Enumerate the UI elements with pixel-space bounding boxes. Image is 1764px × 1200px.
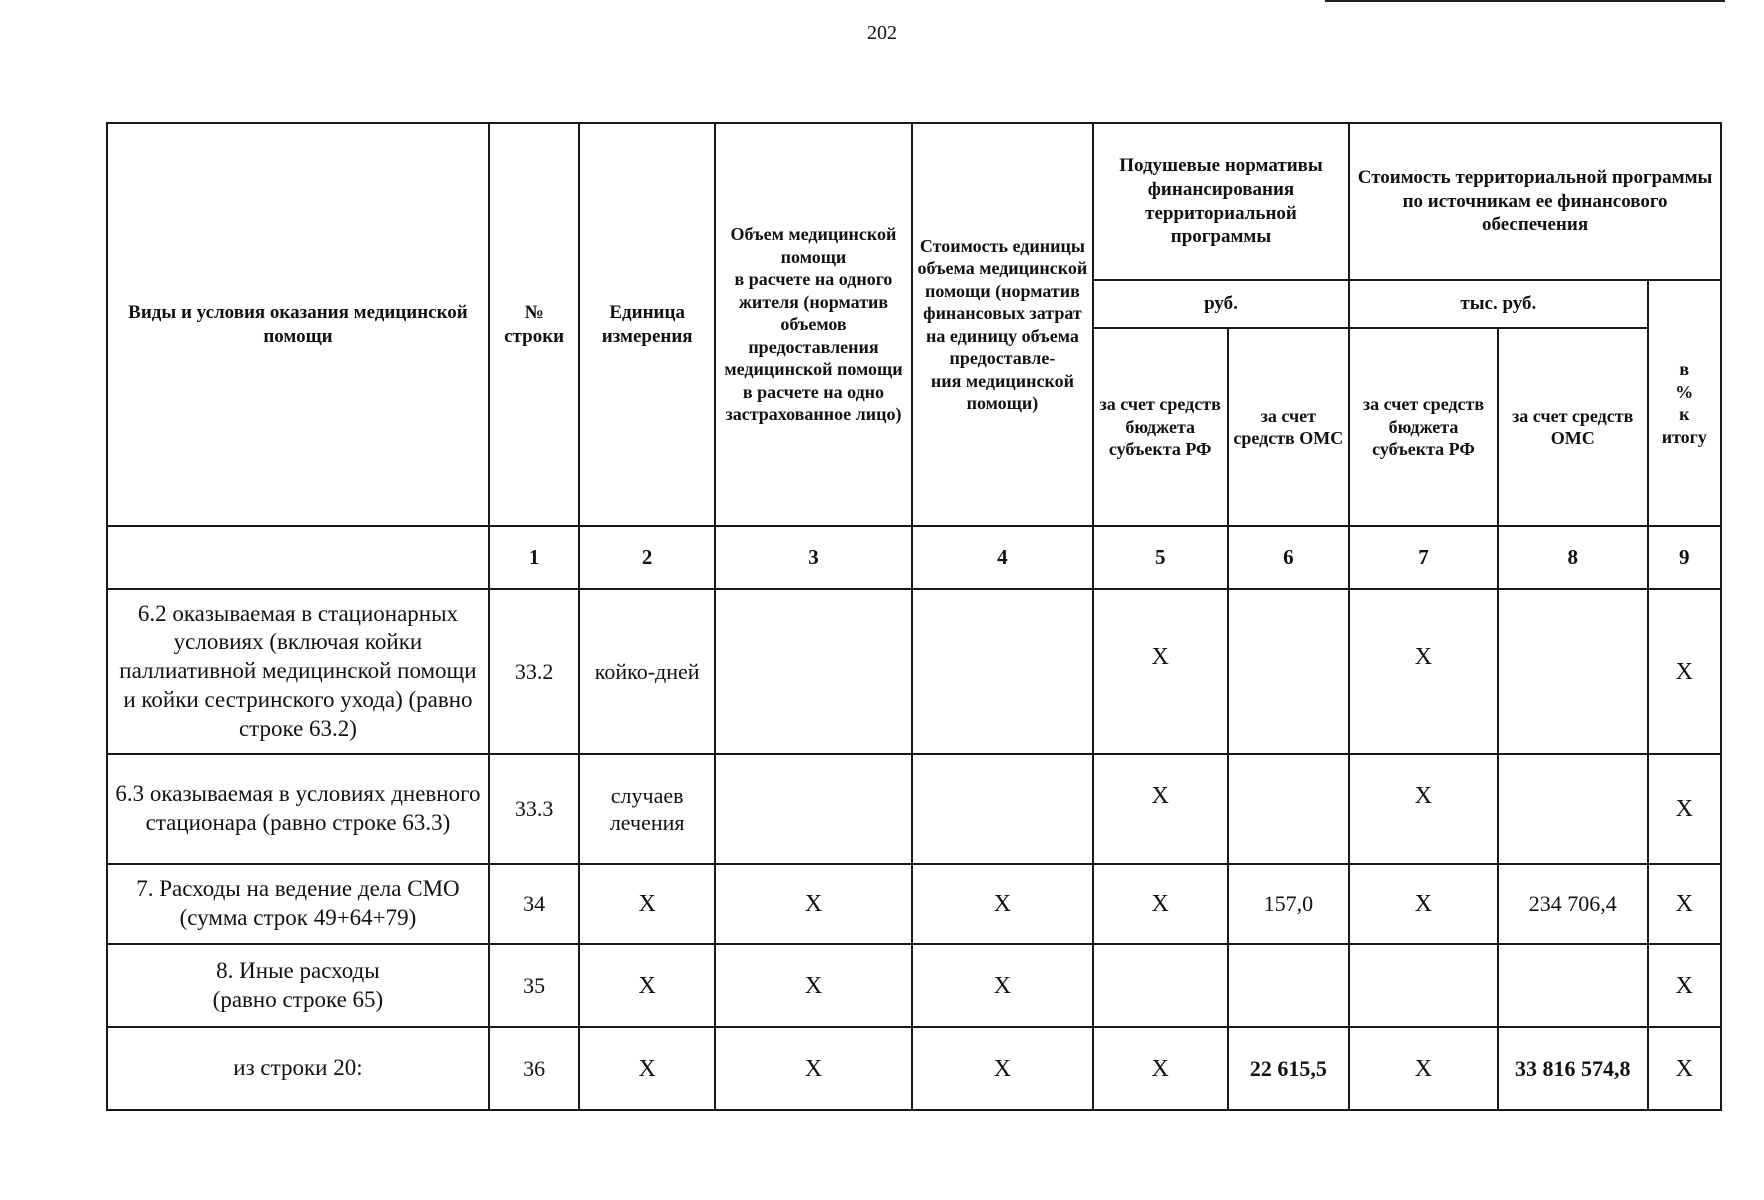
row-unit: Х	[579, 864, 715, 944]
cell-col4: Х	[912, 1027, 1093, 1110]
row-number: 35	[489, 944, 579, 1027]
table-row	[107, 864, 1721, 944]
cell-col5	[1093, 944, 1228, 1027]
column-number: 5	[1093, 526, 1228, 589]
cell-col9: Х	[1648, 1027, 1721, 1110]
column-numbers-row	[107, 526, 1721, 589]
header-budget-rub: за счет средств бюджета субъекта РФ	[1093, 328, 1228, 526]
column-number: 9	[1648, 526, 1721, 589]
row-unit: Х	[579, 944, 715, 1027]
cell-col4: Х	[912, 864, 1093, 944]
cell-col9: Х	[1648, 754, 1721, 864]
cell-col5: Х	[1093, 754, 1228, 864]
column-number: 6	[1228, 526, 1350, 589]
row-name: 7. Расходы на ведение дела СМО (сумма строк 49+64+79)	[107, 864, 489, 944]
cell-col7: Х	[1349, 589, 1498, 754]
header-kind: Виды и условия оказания медицинской помощи	[107, 123, 489, 526]
cell-col8	[1498, 589, 1648, 754]
cell-col6: 157,0	[1228, 864, 1350, 944]
cell-col3: Х	[715, 944, 912, 1027]
cell-col7	[1349, 944, 1498, 1027]
header-row-no: № строки	[489, 123, 579, 526]
row-name: 6.2 оказываемая в стационарных условиях (включая койки паллиативной медицинской помощи и койки сестринского ухода) (равно строке 63.2)	[107, 589, 489, 754]
header-volume: Объем медицинской помощи в расчете на одного жителя (норматив объемов предоставления медицинской помощи в расчете на одно застрахованное лицо)	[715, 123, 912, 526]
cell-col7: Х	[1349, 754, 1498, 864]
column-number: 1	[489, 526, 579, 589]
page-number: 202	[867, 22, 897, 44]
cell-col9: Х	[1648, 864, 1721, 944]
cell-col8	[1498, 944, 1648, 1027]
header-budget-thousand: за счет средств бюджета субъекта РФ	[1349, 328, 1498, 526]
cell-col8: 234 706,4	[1498, 864, 1648, 944]
cell-col6	[1228, 589, 1350, 754]
cell-col8: 33 816 574,8	[1498, 1027, 1648, 1110]
cell-col4	[912, 754, 1093, 864]
table-row	[107, 1027, 1721, 1110]
table-row	[107, 754, 1721, 864]
row-name: из строки 20:	[107, 1027, 489, 1110]
header-cost: Стоимость единицы объема медицинской помощи (норматив финансовых затрат на единицу объема предоставле- ния медицинской помощи)	[912, 123, 1093, 526]
header-percapita-group: Подушевые нормативы финансирования территориальной программы	[1093, 123, 1349, 280]
column-number: 7	[1349, 526, 1498, 589]
header-percent: в % к итогу	[1648, 280, 1721, 526]
header-oms-rub: за счет средств ОМС	[1228, 328, 1350, 526]
cell-col9: Х	[1648, 944, 1721, 1027]
header-oms-thousand: за счет средств ОМС	[1498, 328, 1648, 526]
cell-col4	[912, 589, 1093, 754]
row-unit: Х	[579, 1027, 715, 1110]
header-unit-rub: руб.	[1093, 280, 1349, 328]
cell-col7: Х	[1349, 864, 1498, 944]
header-unit-thousand-rub: тыс. руб.	[1349, 280, 1647, 328]
row-number: 33.2	[489, 589, 579, 754]
row-number: 34	[489, 864, 579, 944]
row-number: 33.3	[489, 754, 579, 864]
column-number: 4	[912, 526, 1093, 589]
financing-table	[106, 122, 1722, 1111]
row-unit: койко-дней	[579, 589, 715, 754]
cell-col5: Х	[1093, 1027, 1228, 1110]
cell-col3: Х	[715, 864, 912, 944]
column-number: 8	[1498, 526, 1648, 589]
cell-col6	[1228, 944, 1350, 1027]
cell-col5: Х	[1093, 864, 1228, 944]
table-row	[107, 944, 1721, 1027]
cell-col5: Х	[1093, 589, 1228, 754]
header-program-group: Стоимость территориальной программы по источникам ее финансового обеспечения	[1349, 123, 1721, 280]
row-number: 36	[489, 1027, 579, 1110]
cell-col3	[715, 754, 912, 864]
cell-col8	[1498, 754, 1648, 864]
row-name: 8. Иные расходы (равно строке 65)	[107, 944, 489, 1027]
column-number: 3	[715, 526, 912, 589]
cell-col3: Х	[715, 1027, 912, 1110]
row-name: 6.3 оказываемая в условиях дневного стационара (равно строке 63.3)	[107, 754, 489, 864]
column-number	[107, 526, 489, 589]
cell-col4: Х	[912, 944, 1093, 1027]
cell-col3	[715, 589, 912, 754]
row-unit: случаев лечения	[579, 754, 715, 864]
cell-col6	[1228, 754, 1350, 864]
cell-col7: Х	[1349, 1027, 1498, 1110]
header-unit: Единица измерения	[579, 123, 715, 526]
cell-col9: Х	[1648, 589, 1721, 754]
top-rule	[1325, 0, 1725, 2]
table-row	[107, 589, 1721, 754]
cell-col6: 22 615,5	[1228, 1027, 1350, 1110]
column-number: 2	[579, 526, 715, 589]
